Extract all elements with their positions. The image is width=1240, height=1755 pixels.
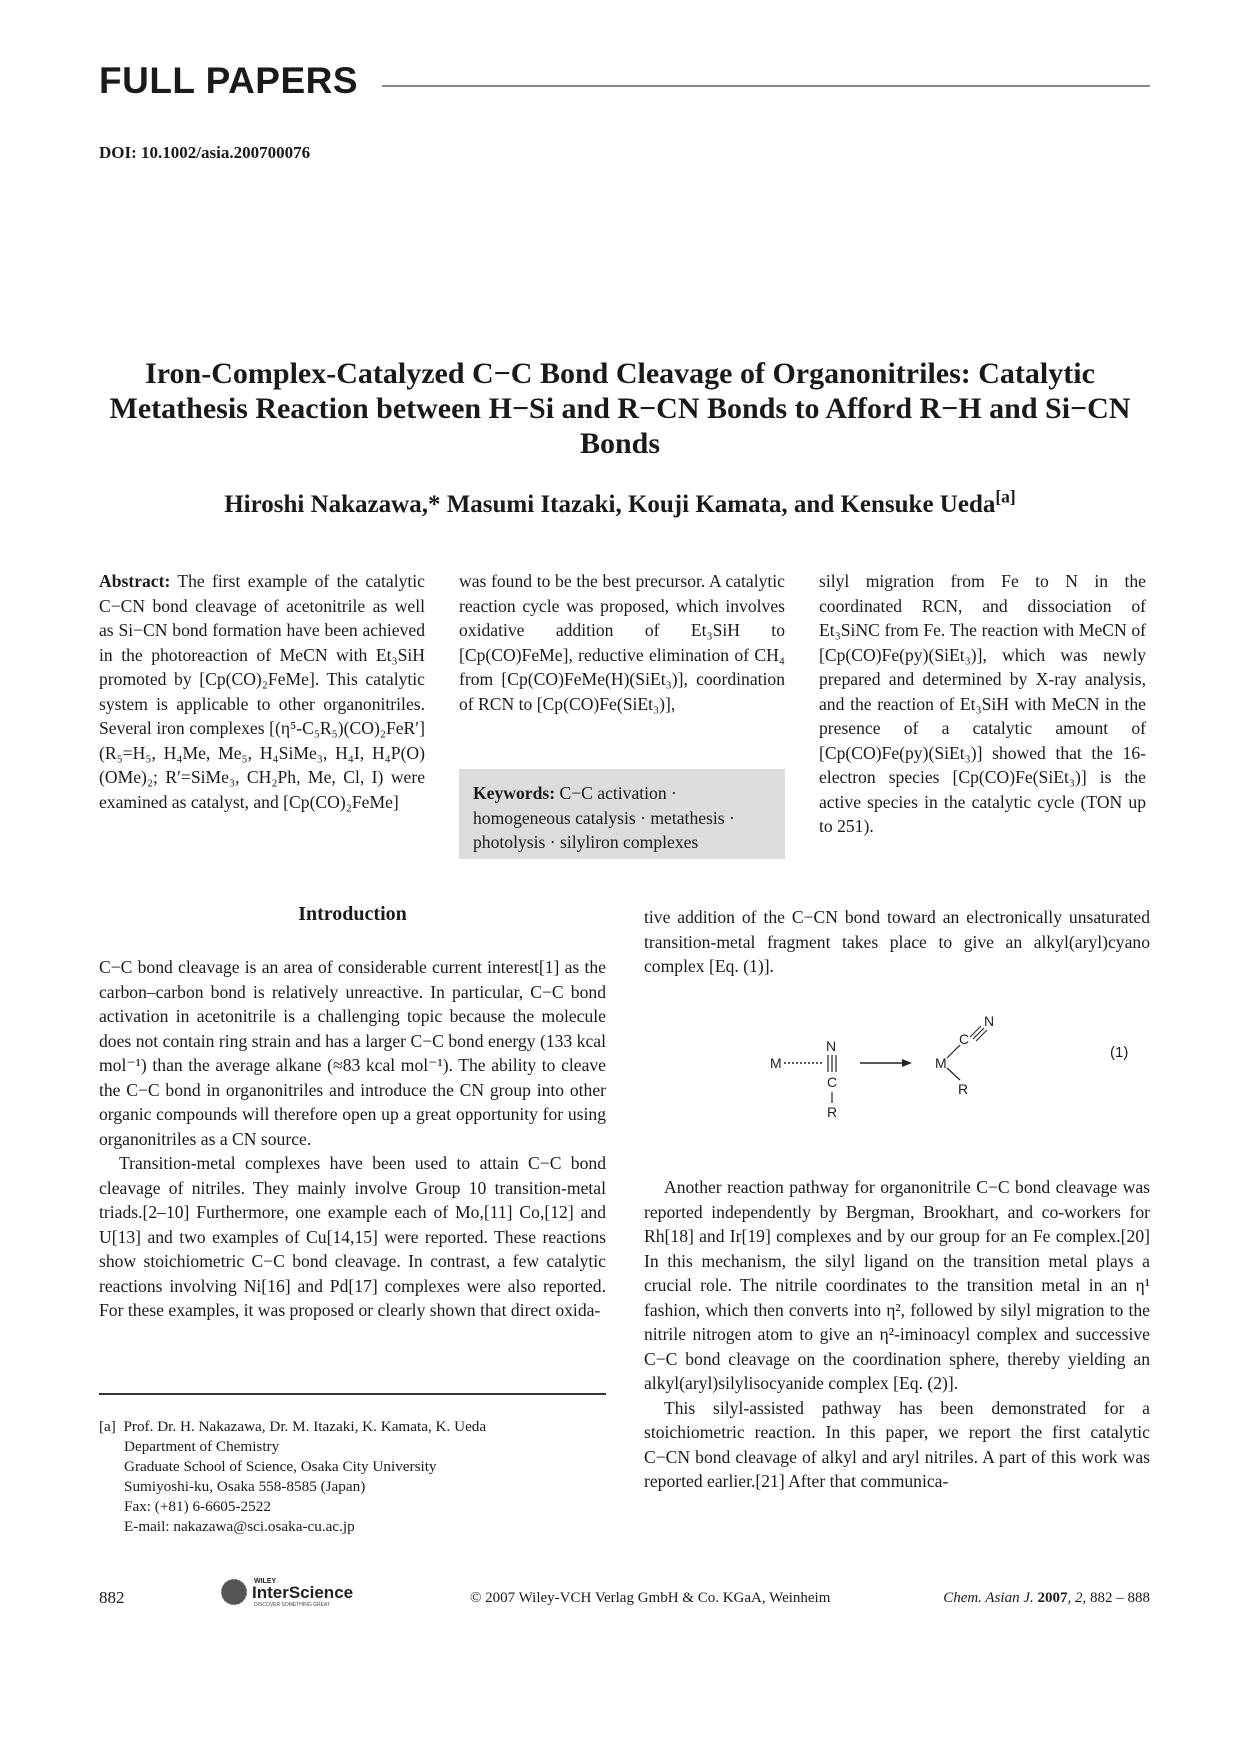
footnote-line: Graduate School of Science, Osaka City University bbox=[124, 1458, 437, 1475]
intro-paragraph-5: This silyl-assisted pathway has been demonstrated for a stoichiometric reaction. In this paper, we report the first catalytic C−CN bond cleavage of alkyl and aryl nitriles. A part of this work was reported earlier.[21] After that communica- bbox=[644, 1397, 1150, 1491]
abstract-text-1: The first example of the catalytic C−CN bond cleavage of acetonitrile as well as Si−CN bond formation have been achieved in the photoreaction of MeCN with Et₃SiH promoted by [Cp(CO)₂FeMe]. This catalytic system is applicable to other organonitriles. Several iron complexes [(η⁵-C₅R₅)(CO)₂FeR′] (R₅=H₅, H₄Me, Me₅, H₄SiMe₃, H₄I, H₄P(O)(OMe)₂; R′=SiMe₃, CH₂Ph, Me, Cl, I) were examined as catalyst, and [Cp(CO)₂FeMe] bbox=[99, 571, 425, 812]
section-label: FULL PAPERS bbox=[99, 60, 359, 101]
intro-paragraph-2: Transition-metal complexes have been used to attain C−C bond cleavage of nitriles. They mainly involve Group 10 transition-metal triads.[2–10] Furthermore, one example each of Mo,[11] Co,[12] and U[13] and two examples of Cu[14,15] were reported. These reactions show stoichiometric C−C bond cleavage. In contrast, a few catalytic reactions involving Ni[16] and Pd[17] complexes were also reported. For these examples, it was proposed or clearly shown that direct oxida- bbox=[99, 1153, 606, 1320]
copyright-line: © 2007 Wiley-VCH Verlag GmbH & Co. KGaA, Weinheim bbox=[470, 1590, 831, 1606]
journal-name: Chem. Asian J. bbox=[943, 1590, 1034, 1606]
keywords-text: C−C activation · homogeneous catalysis · metathesis · photolysis · silyliron complexes bbox=[473, 783, 735, 852]
eq1-r-group: R bbox=[827, 1104, 838, 1118]
eq1-cn-bond-a bbox=[970, 1026, 981, 1037]
eq1-left-metal: M bbox=[770, 1055, 782, 1071]
author-list: Hiroshi Nakazawa,* Masumi Itazaki, Kouji Kamata, and Kensuke Ueda bbox=[224, 491, 996, 518]
introduction-right-column-top bbox=[644, 905, 1150, 979]
article-title: Iron-Complex-Catalyzed C−C Bond Cleavage of Organonitriles: Catalytic Metathesis Reaction between H−Si and R−CN Bonds to Afford R−H and Si−CN Bonds bbox=[109, 357, 1131, 460]
journal-year: 2007 bbox=[1037, 1590, 1068, 1606]
abstract-text-2: was found to be the best precursor. A catalytic reaction cycle was proposed, which involves oxidative addition of Et₃SiH to [Cp(CO)FeMe], reductive elimination of CH₄ from [Cp(CO)FeMe(H)(SiEt₃)], coordination of RCN to [Cp(CO)Fe(SiEt₃)], bbox=[459, 571, 785, 714]
affiliation-footnote bbox=[99, 1417, 606, 1537]
footnote-rule bbox=[99, 1393, 606, 1395]
abstract-column-3 bbox=[819, 569, 1146, 839]
keywords-box bbox=[459, 769, 785, 859]
equation-1-scheme bbox=[750, 1008, 1150, 1118]
logo-tagline: DISCOVER SOMETHING GREAT bbox=[254, 1602, 331, 1608]
journal-citation bbox=[943, 1590, 1150, 1607]
eq1-cn-bond-b bbox=[973, 1028, 984, 1039]
header-rule bbox=[382, 85, 1150, 87]
footnote-line: [a] Prof. Dr. H. Nakazawa, Dr. M. Itazaki, K. Kamata, K. Ueda bbox=[99, 1418, 487, 1435]
globe-icon bbox=[221, 1579, 247, 1605]
eq1-n-atom: N bbox=[826, 1038, 837, 1054]
introduction-right-column-bottom bbox=[644, 1175, 1150, 1494]
doi: DOI: 10.1002/asia.200700076 bbox=[99, 143, 311, 162]
keywords-label: Keywords: bbox=[473, 783, 556, 803]
eq1-mr-bond bbox=[947, 1068, 960, 1080]
footnote-line: Department of Chemistry bbox=[124, 1438, 280, 1455]
journal-pages: 882 – 888 bbox=[1086, 1590, 1150, 1606]
eq1-arrowhead bbox=[902, 1059, 912, 1067]
eq1-right-metal: M bbox=[935, 1055, 947, 1071]
footnote-email: E-mail: nakazawa@sci.osaka-cu.ac.jp bbox=[124, 1518, 355, 1535]
abstract-column-1 bbox=[99, 569, 425, 814]
introduction-heading: Introduction bbox=[298, 903, 407, 925]
logo-main-text: InterScience bbox=[252, 1583, 354, 1602]
affiliation-mark: [a] bbox=[995, 486, 1016, 507]
interscience-logo bbox=[218, 1574, 383, 1608]
abstract-column-2 bbox=[459, 569, 785, 716]
abstract-text-3: silyl migration from Fe to N in the coordinated RCN, and dissociation of Et₃SiNC from Fe. The reaction with MeCN of [Cp(CO)Fe(py)(SiEt₃)], which was newly prepared and determined by X-ray analysis, and the reaction of Et₃SiH with MeCN in the presence of a catalytic amount of [Cp(CO)Fe(py)(SiEt₃)] showed that the 16-electron species [Cp(CO)Fe(SiEt₃)] is the active species in the catalytic cycle (TON up to 251). bbox=[819, 571, 1146, 836]
intro-paragraph-4: Another reaction pathway for organonitrile C−C bond cleavage was reported independently by Bergman, Brookhart, and co-workers for Rh[18] and Ir[19] complexes and by our group for an Fe complex.[20] In this mechanism, the silyl ligand on the transition metal plays a crucial role. The nitrile coordinates to the transition metal in an η¹ fashion, which then converts into η², followed by silyl migration to the nitrile nitrogen atom to give an η²-iminoacyl complex and successive C−C bond cleavage on the coordination sphere, thereby yielding an alkyl(aryl)silylisocyanide complex [Eq. (2)]. bbox=[644, 1177, 1150, 1393]
logo-small-text: WILEY bbox=[254, 1578, 277, 1585]
eq1-cn-bond-c bbox=[976, 1030, 987, 1041]
footnote-line: Sumiyoshi-ku, Osaka 558-8585 (Japan) bbox=[124, 1478, 366, 1495]
footnote-line: Fax: (+81) 6-6605-2522 bbox=[124, 1498, 271, 1515]
eq1-c-atom: C bbox=[827, 1074, 838, 1090]
equation-number-1: (1) bbox=[1110, 1044, 1129, 1061]
article-authors bbox=[90, 486, 1150, 520]
journal-volume: , 2, bbox=[1067, 1590, 1087, 1606]
footnote-mark: [a] bbox=[99, 1418, 116, 1435]
intro-paragraph-1: C−C bond cleavage is an area of considerable current interest[1] as the carbon–carbon bond is relatively unreactive. In particular, C−C bond activation in acetonitrile is a challenging topic because the molecule does not contain ring strain and has a larger C−C bond energy (133 kcal mol⁻¹) than the average alkane (≈83 kcal mol⁻¹). The ability to cleave the C−C bond in organonitriles and introduce the CN group into other organic compounds will therefore open up a great opportunity for using organonitriles as a CN source. bbox=[99, 957, 606, 1149]
page-number: 882 bbox=[99, 1588, 125, 1607]
intro-paragraph-3: tive addition of the C−CN bond toward an electronically unsaturated transition-metal fragment takes place to give an alkyl(aryl)cyano complex [Eq. (1)]. bbox=[644, 907, 1150, 976]
eq1-right-n: N bbox=[984, 1013, 995, 1029]
eq1-right-c: C bbox=[959, 1031, 970, 1047]
eq1-right-r: R bbox=[958, 1081, 969, 1097]
abstract-label: Abstract: bbox=[99, 571, 171, 591]
introduction-left-column bbox=[99, 955, 606, 1323]
